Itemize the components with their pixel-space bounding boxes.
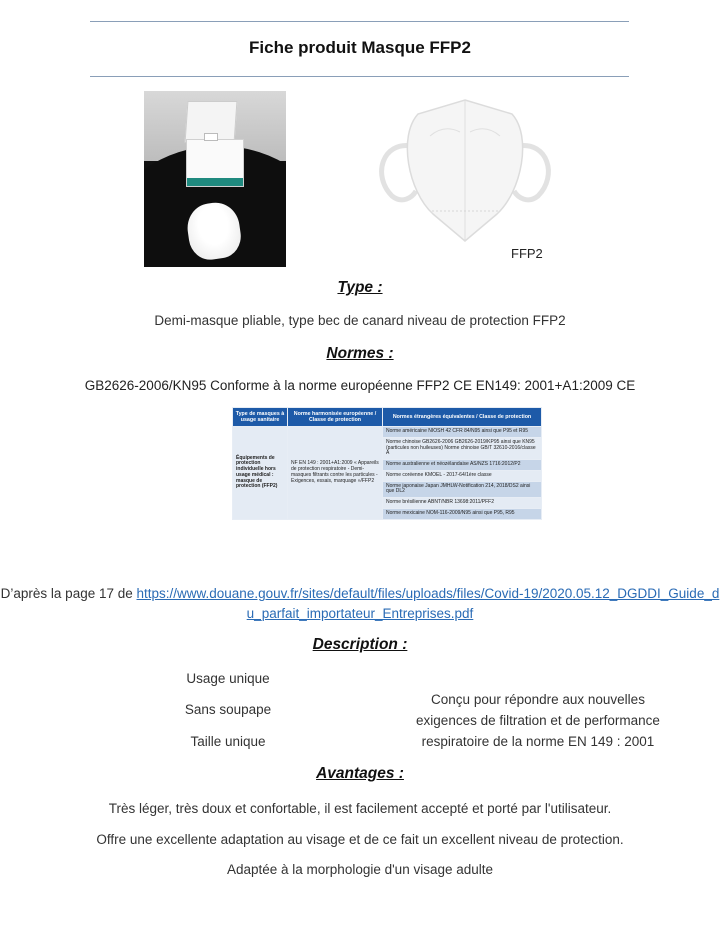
- feature-item: Sans soupape: [184, 702, 272, 717]
- description-heading: Description :: [312, 636, 408, 653]
- photo-box-and-mask: [144, 91, 286, 267]
- table-header: Type de masques à usage sanitaire: [233, 408, 288, 427]
- box-tag: [204, 133, 218, 141]
- mask-type-cell: Équipements de protection individuelle hors usage médical : masque de protection (FFP2): [233, 427, 288, 520]
- advantage-item: Très léger, très doux et confortable, il est facilement accepté et porté par l'utilisateur.: [108, 801, 612, 816]
- foreign-norm-cell: Norme brésilienne ABNT/NBR 13698:2011/PFF2: [383, 498, 542, 509]
- source-prefix: D’après la page 17 de: [0, 586, 137, 601]
- normes-text: GB2626-2006/KN95 Conforme à la norme européenne FFP2 CE EN149: 2001+A1:2009 CE: [84, 378, 636, 393]
- source-reference: [0, 584, 720, 624]
- foreign-norm-cell: Norme coréenne KMOEL - 2017-64/1ère classe: [383, 470, 542, 481]
- standards-table: [232, 407, 542, 520]
- table-header: Normes étrangères équivalentes / Classe de protection: [383, 408, 542, 427]
- type-heading: Type :: [337, 279, 383, 296]
- feature-item: Taille unique: [190, 734, 266, 749]
- table-header: Norme harmonisée européenne / Classe de protection: [288, 408, 383, 427]
- foreign-norm-cell: Norme chinoise GB2626-2006 GB2626-2019/KP95 ainsi que KN95 (particules non huileuses) Norme chinoise GB/T 32610-2016/classe A: [383, 437, 542, 459]
- box-body: [186, 139, 244, 187]
- foreign-norm-cell: Norme japonaise Japan JMHLW-Notification 214, 2018/DS2 ainsi que DL2: [383, 481, 542, 498]
- source-link[interactable]: https://www.douane.gouv.fr/sites/default/files/uploads/files/Covid-19/2020.05.12_DGDDI_Guide_du_parfait_importateur_Entreprises.pdf: [136, 586, 720, 621]
- mask-box: [186, 101, 242, 181]
- description-text: Conçu pour répondre aux nouvelles exigences de filtration et de performance respiratoire de la norme EN 149 : 2001: [416, 692, 660, 749]
- type-text: Demi-masque pliable, type bec de canard niveau de protection FFP2: [154, 313, 566, 328]
- top-rule: [90, 21, 629, 22]
- photo-ffp2-mask: [372, 96, 558, 246]
- harmonised-norm-cell: NF EN 149 : 2001+A1:2009 « Appareils de protection respiratoire - Demi-masques filtrants contre les particules - Exigences, essais, marquage »/FFP2: [288, 427, 383, 520]
- avantages-heading: Avantages :: [316, 765, 404, 782]
- foreign-norm-cell: Norme américaine NIOSH 42 CFR 84/N95 ainsi que P95 et R95: [383, 427, 542, 438]
- feature-item: Usage unique: [186, 671, 270, 686]
- advantage-item: Adaptée à la morphologie d'un visage adulte: [226, 862, 494, 877]
- normes-heading: Normes :: [326, 345, 394, 362]
- foreign-norm-cell: Norme australienne et néozélandaise AS/NZS 1716:2012/P2: [383, 460, 542, 471]
- mask-caption: FFP2: [511, 246, 543, 261]
- table-header-row: [233, 408, 542, 427]
- advantage-item: Offre une excellente adaptation au visage et de ce fait un excellent niveau de protection.: [96, 832, 624, 847]
- foreign-norm-cell: Norme mexicaine NOM-116-2009/N95 ainsi que P95, R95: [383, 508, 542, 519]
- title-rule: [90, 76, 629, 77]
- box-stripe: [187, 178, 243, 186]
- table-row: [233, 427, 542, 438]
- page-title: Fiche produit Masque FFP2: [249, 38, 471, 57]
